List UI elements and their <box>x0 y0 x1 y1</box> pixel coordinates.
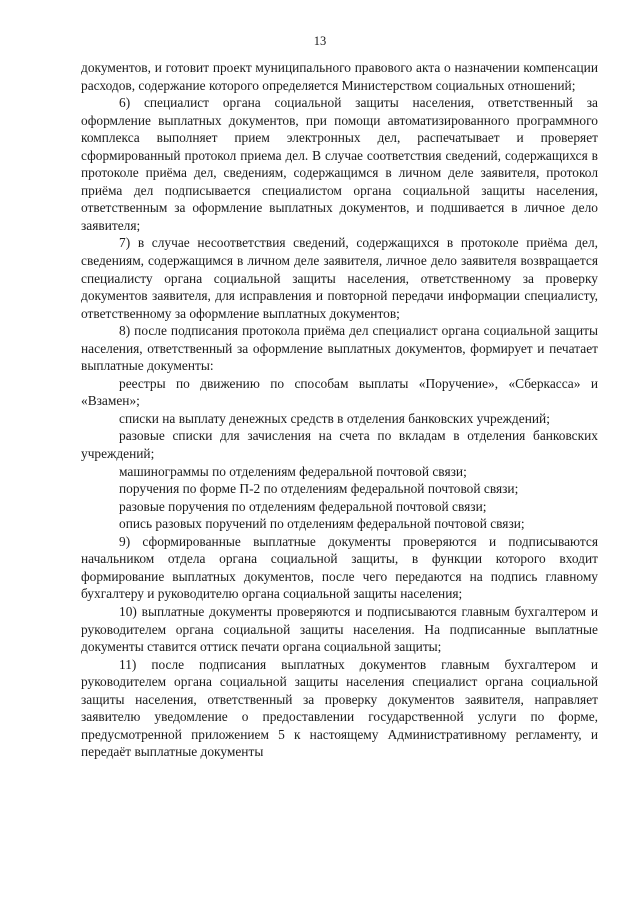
document-type-orders-inventory: опись разовых поручений по отделениям федеральной почтовой связи; <box>119 516 525 532</box>
document-type-one-time-orders: разовые поручения по отделениям федеральной почтовой связи; <box>119 498 487 514</box>
document-type-registers: реестры по движению по способам выплаты «Поручение», «Сберкасса» и «Взамен»; <box>81 375 598 409</box>
paragraph-item-9: 9) сформированные выплатные документы проверяются и подписываются начальником отдела органа социальной защиты, в функции которого входит формирование выплатных документов, после чего передаются на подпись главному бухгалтеру и руководителю органа социальной защиты населения; <box>81 533 598 602</box>
paragraph-item-7: 7) в случае несоответствия сведений, содержащихся в протоколе приёма дел, сведениям, содержащимся в личном деле заявителя, личное дело заявителя возвращается специалисту органа социальной защиты населения, ответственному за проверку документов заявителя, для исправления и повторной передачи информации специалисту, ответственному за оформление выплатных документов; <box>81 235 598 321</box>
document-body <box>81 59 598 761</box>
document-type-bank-lists: списки на выплату денежных средств в отделения банковских учреждений; <box>119 410 550 426</box>
document-type-machinegrams: машинограммы по отделениям федеральной почтовой связи; <box>119 463 467 479</box>
page-number: 13 <box>313 34 327 48</box>
document-type-one-time-lists: разовые списки для зачисления на счета по вкладам в отделения банковских учреждений; <box>81 428 598 462</box>
paragraph-item-11: 11) после подписания выплатных документов главным бухгалтером и руководителем органа социальной защиты населения специалист органа социальной защиты населения, ответственный за проверку документов заявителя, направляет заявителю уведомление о предоставлении государственной услуги по форме, предусмотренной приложением 5 к настоящему Административному регламенту, и передаёт выплатные документы <box>81 656 598 760</box>
paragraph-item-8: 8) после подписания протокола приёма дел специалист органа социальной защиты населения, ответственный за оформление выплатных документов, формирует и печатает выплатные документы: <box>81 323 598 374</box>
paragraph-continuation: документов, и готовит проект муниципального правового акта о назначении компенсации расходов, содержание которого определяется Министерством социальных отношений; <box>81 60 598 93</box>
paragraph-item-10: 10) выплатные документы проверяются и подписываются главным бухгалтером и руководителем органа социальной защиты населения. На подписанные выплатные документы ставится оттиск печати органа социальной защиты; <box>81 603 598 655</box>
paragraph-item-6: 6) специалист органа социальной защиты населения, ответственный за оформление выплатных документов, при помощи автоматизированного программного комплекса выполняет прием электронных дел, распечатывает и проверяет сформированный протокол приема дел. В случае соответствия сведений, содержащихся в протоколе приёма дел, сведениям, содержащимся в личном деле заявителя, протокол приёма дел подписывается специалистом органа социальной защиты населения, ответственным за оформление выплатных документов, и подшивается в личное дело заявителя; <box>81 95 598 233</box>
document-type-p2-orders: поручения по форме П-2 по отделениям федеральной почтовой связи; <box>119 481 519 497</box>
